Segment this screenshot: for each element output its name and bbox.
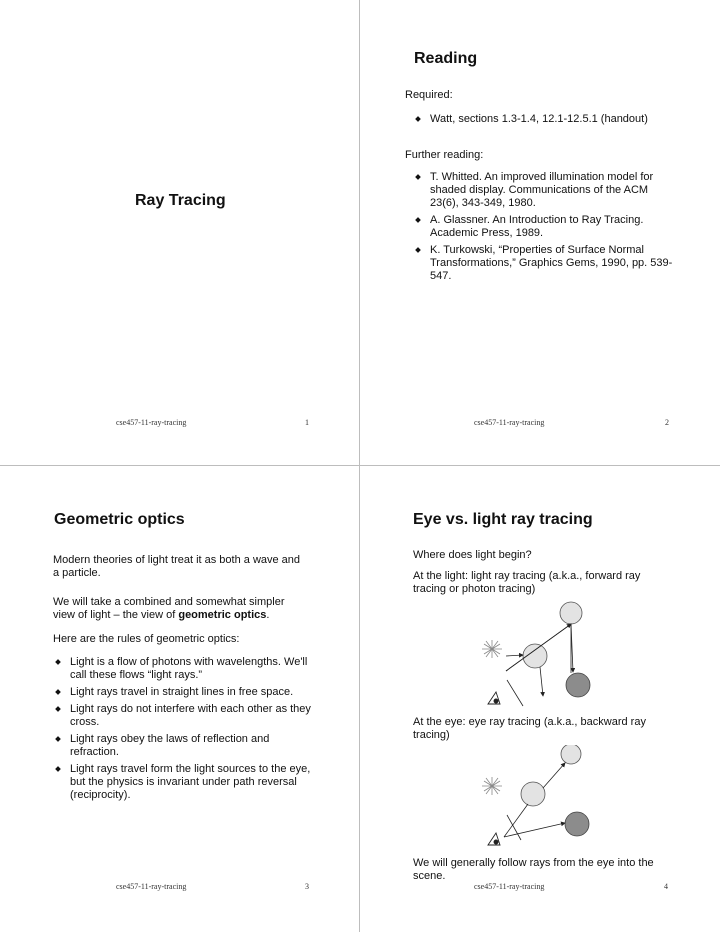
slide-title: Ray Tracing: [135, 192, 226, 209]
sphere-top: [560, 602, 582, 624]
bullet-icon: [55, 736, 61, 742]
paragraph: Where does light begin?: [413, 549, 532, 561]
emphasis-term: geometric optics: [178, 609, 267, 621]
paragraph: At the eye: eye ray tracing (a.k.a., backward ray tracing): [413, 716, 646, 741]
footer-page-number: 3: [305, 882, 309, 891]
list-item: Light is a flow of photons with wavelengths. We'll call these flows “light rays.”: [53, 656, 311, 682]
backward-ray-tracing-diagram: [476, 745, 596, 850]
footer-page-number: 2: [665, 418, 669, 427]
sphere-dark: [566, 673, 590, 697]
slide-title: Eye vs. light ray tracing: [413, 511, 593, 528]
list-item: Light rays do not interfere with each other as they cross.: [53, 703, 311, 729]
sphere-top: [561, 745, 581, 764]
vertical-divider: [359, 0, 360, 932]
slide-4: [361, 467, 718, 929]
required-list: [413, 113, 673, 130]
sun-icon: [482, 777, 502, 795]
list-item: Watt, sections 1.3-1.4, 12.1-12.5.1 (handout): [413, 113, 673, 126]
further-reading-label: Further reading:: [405, 149, 484, 161]
list-item: Light rays obey the laws of reflection and refraction.: [53, 733, 311, 759]
list-item: T. Whitted. An improved illumination model for shaded display. Communications of the ACM 23(6), 343-349, 1980.: [413, 171, 675, 210]
sphere-dark: [565, 812, 589, 836]
footer-filename: cse457-11-ray-tracing: [116, 882, 187, 891]
footer-filename: cse457-11-ray-tracing: [474, 882, 545, 891]
required-label: Required:: [405, 89, 453, 101]
paragraph: Modern theories of light treat it as both a wave and a particle.: [53, 554, 301, 579]
sun-icon: [482, 640, 502, 658]
bullet-icon: [55, 766, 61, 772]
eye-icon: [488, 692, 500, 704]
footer-page-number: 4: [664, 882, 668, 891]
paragraph: Here are the rules of geometric optics:: [53, 633, 240, 645]
list-item: K. Turkowski, “Properties of Surface Normal Transformations,” Graphics Gems, 1990, pp. 539-547.: [413, 244, 675, 283]
paragraph: We will generally follow rays from the eye into the scene.: [413, 857, 654, 882]
slide-1: [1, 3, 358, 465]
sphere-middle: [521, 782, 545, 806]
bullet-icon: [415, 174, 421, 180]
footer-filename: cse457-11-ray-tracing: [474, 418, 545, 427]
paragraph: We will take a combined and somewhat simpler view of light – the view of geometric optics.: [53, 596, 285, 621]
slide-title: Geometric optics: [54, 511, 185, 528]
bullet-icon: [415, 116, 421, 122]
bullet-icon: [55, 706, 61, 712]
forward-ray-tracing-diagram: [476, 600, 596, 710]
bullet-icon: [55, 659, 61, 665]
slide-title: Reading: [414, 50, 478, 67]
bullet-icon: [415, 217, 421, 223]
list-item: Light rays travel form the light sources to the eye, but the physics is invariant under path reversal (reciprocity).: [53, 763, 311, 802]
eye-icon: [488, 833, 500, 845]
rules-list: [53, 656, 311, 806]
slide-2: [361, 3, 718, 465]
slide-3: [1, 467, 358, 929]
list-item: Light rays travel in straight lines in free space.: [53, 686, 311, 699]
bullet-icon: [415, 247, 421, 253]
footer-filename: cse457-11-ray-tracing: [116, 418, 187, 427]
horizontal-divider: [0, 465, 720, 466]
bullet-icon: [55, 689, 61, 695]
list-item: A. Glassner. An Introduction to Ray Tracing. Academic Press, 1989.: [413, 214, 675, 240]
footer-page-number: 1: [305, 418, 309, 427]
further-reading-list: [413, 171, 675, 287]
paragraph: At the light: light ray tracing (a.k.a., forward ray tracing or photon tracing): [413, 570, 641, 595]
